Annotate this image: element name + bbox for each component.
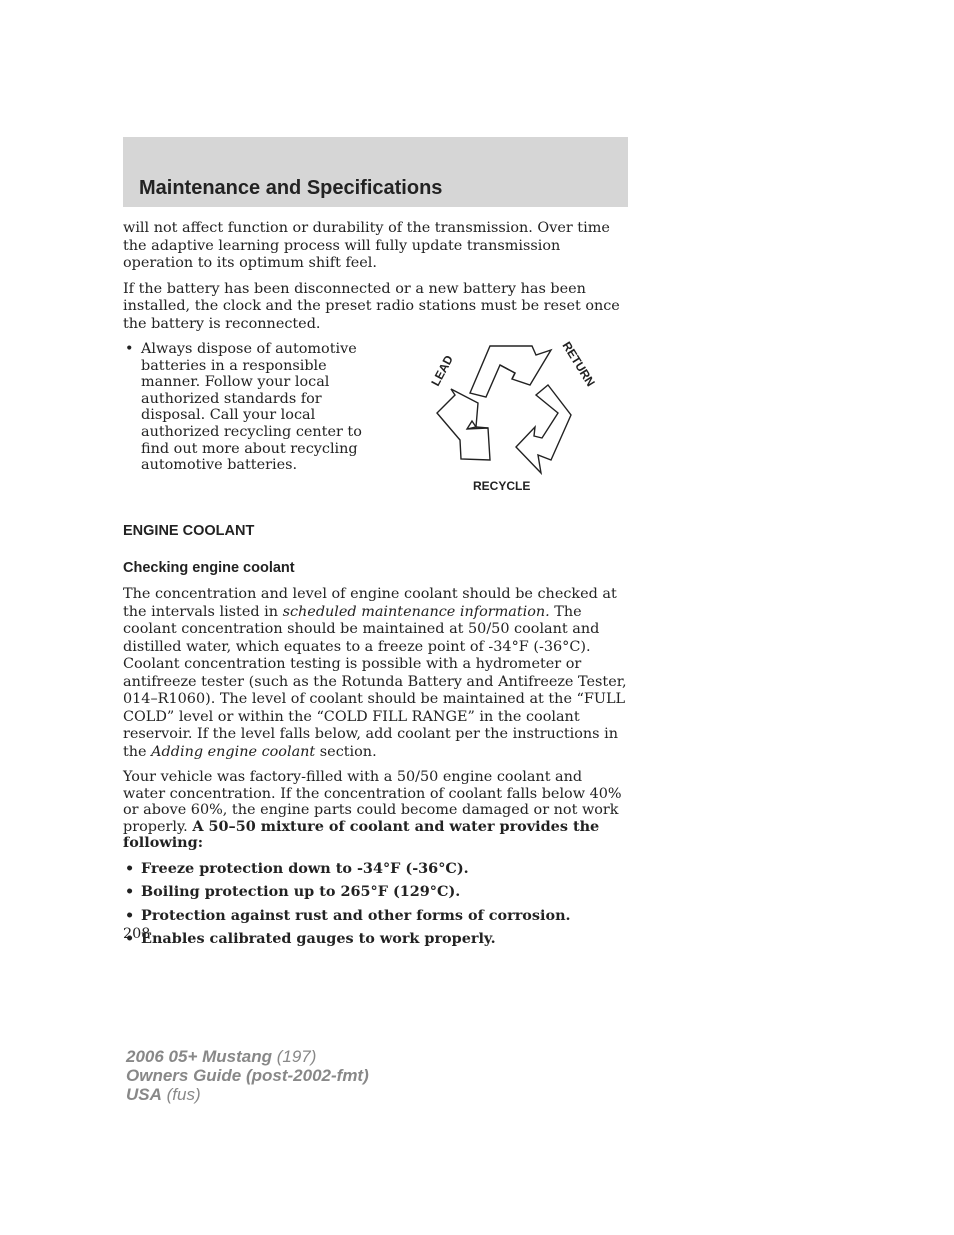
list-item: • Protection against rust and other forms of corrosion.	[123, 907, 628, 925]
section-title: Maintenance and Specifications	[139, 177, 443, 199]
recycle-label-lead: LEAD	[428, 352, 456, 389]
page-content	[123, 220, 628, 954]
list-item: • Boiling protection up to 265°F (129°C).	[123, 883, 628, 901]
recycle-symbol-icon	[418, 335, 618, 500]
battery-disposal-section	[123, 341, 628, 511]
recycle-arrow-left	[437, 389, 490, 460]
intro-paragraph-2: If the battery has been disconnected or a new battery has been installed, the clock and the preset radio stations must be reset once the battery is reconnected.	[123, 280, 620, 332]
recycle-label-return: RETURN	[559, 339, 598, 389]
page-number: 208	[123, 926, 151, 942]
recycle-arrow-right	[516, 385, 571, 473]
recycle-arrow-top	[470, 346, 551, 397]
list-item: • Enables calibrated gauges to work properly.	[123, 930, 628, 948]
section-header-band	[123, 137, 628, 207]
adding-coolant-ref: Adding engine coolant	[151, 743, 316, 760]
recycle-label-recycle: RECYCLE	[473, 479, 531, 493]
coolant-paragraph-2: Your vehicle was factory-filled with a 50/50 engine coolant and water concentration. If the concentration of coolant falls below 40% or above 60%, the engine parts could become damaged or not work properly. A 50–50 mixture of coolant and water provides the following:	[123, 769, 622, 851]
coolant-paragraph-1: The concentration and level of engine coolant should be checked at the intervals listed in scheduled maintenance information. The coolant concentration should be maintained at 50/50 coolant and distilled water, which equates to a freeze point of -34°F (-36°C). Coolant concentration testing is possible with a hydrometer or antifreeze tester (such as the Rotunda Battery and Antifreeze Tester, 014–R1060). The level of coolant should be maintained at the “FULL COLD” level or within the “COLD FILL RANGE” in the coolant reservoir. If the level falls below, add coolant per the instructions in the Adding engine coolant section.	[123, 586, 627, 760]
scheduled-maintenance-ref: scheduled maintenance information.	[282, 603, 550, 620]
checking-coolant-subheading: Checking engine coolant	[123, 559, 295, 576]
list-item: • Always dispose of automotive batteries in a responsible manner. Follow your local authorized standards for disposal. Call your local authorized recycling center to find out more about recycling automotive batteries.	[123, 341, 363, 474]
engine-coolant-heading: ENGINE COOLANT	[123, 523, 255, 539]
intro-paragraph-1: will not affect function or durability of the transmission. Over time the adaptive learning process will fully update transmission operation to its optimum shift feel.	[123, 220, 610, 271]
list-item: • Freeze protection down to -34°F (-36°C).	[123, 860, 628, 878]
coolant-benefits-list	[123, 860, 628, 948]
document-footer: 2006 05+ Mustang (197) Owners Guide (post-2002-fmt) USA (fus)	[126, 1047, 369, 1104]
battery-bullet-list	[123, 341, 363, 474]
